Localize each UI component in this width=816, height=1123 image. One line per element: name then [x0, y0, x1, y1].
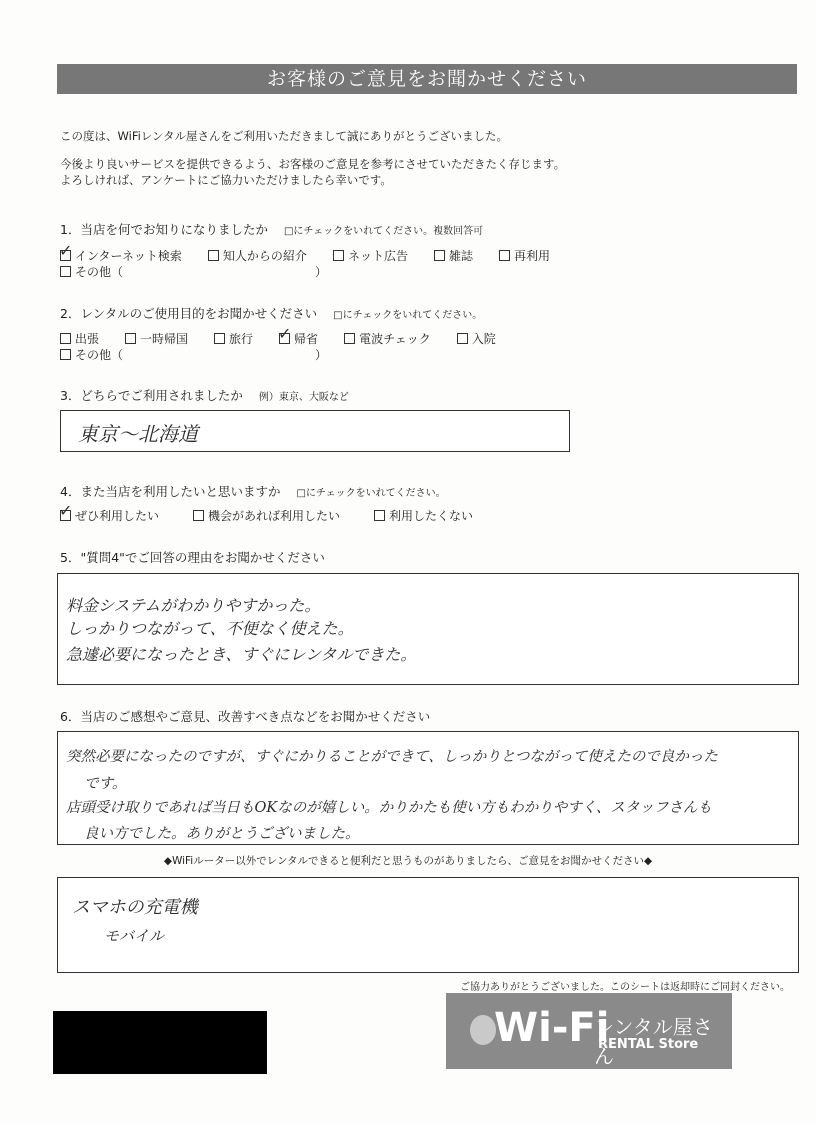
question-1-option[interactable] — [59, 241, 182, 264]
question-6-heading: 6．当店のご感想やご意見、改善すべき点などをお聞かせください — [60, 709, 431, 724]
intro-line-3: よろしければ、アンケートにご協力いただけましたら幸いです。 — [60, 173, 392, 187]
mascot-icon — [470, 1015, 496, 1045]
checkbox[interactable] — [499, 250, 510, 261]
checkbox[interactable] — [214, 333, 225, 344]
question-4-option-label: 機会があれば利用したい — [208, 509, 341, 523]
question-2-option[interactable] — [278, 324, 319, 347]
question-7-answer-line-1: スマホの充電機 — [72, 897, 198, 918]
checked-checkbox[interactable] — [59, 241, 73, 261]
question-1-other-label: その他（ ） — [75, 265, 328, 279]
question-2-option[interactable] — [457, 330, 496, 347]
question-2-options — [60, 324, 496, 347]
checkbox[interactable] — [457, 333, 468, 344]
checkbox[interactable] — [344, 333, 355, 344]
question-2-other-label: その他（ ） — [75, 348, 328, 362]
checkbox[interactable] — [60, 266, 71, 277]
question-1-option[interactable] — [208, 247, 307, 264]
question-6-answer-line-4: 良い方でした。ありがとうございました。 — [84, 826, 360, 842]
question-4-note: □にチェックをいれてください。 — [296, 488, 446, 499]
question-2-other-option[interactable] — [60, 346, 327, 363]
checkbox[interactable] — [374, 510, 385, 521]
question-6-answer-line-2: です。 — [84, 776, 127, 792]
intro-line-2: 今後より良いサービスを提供できるよう、お客様のご意見を参考にさせていただきたく存じます。 — [60, 157, 566, 171]
question-1-option[interactable] — [499, 247, 550, 264]
logo-en-text: RENTAL Store — [598, 1037, 699, 1052]
question-1-other-option[interactable] — [60, 263, 327, 280]
question-2-option[interactable] — [344, 330, 431, 347]
question-5-answer-line-1: 料金システムがわかりやすかった。 — [66, 596, 321, 615]
question-3-note: 例）東京、大阪など — [258, 392, 349, 403]
redacted-block — [53, 1011, 267, 1074]
question-2-title: 2．レンタルのご使用目的をお聞かせください — [60, 306, 318, 321]
logo-jp-text: レンタル屋さん — [594, 1015, 713, 1068]
question-7-answer-box[interactable] — [57, 877, 799, 973]
question-2-option-label: 旅行 — [229, 332, 254, 346]
checkbox[interactable] — [125, 333, 136, 344]
question-1-option-label: 再利用 — [513, 249, 550, 263]
checked-checkbox[interactable] — [59, 501, 73, 521]
question-2-option[interactable] — [214, 330, 253, 347]
question-6-answer-line-3: 店頭受け取りであれば当日もOKなのが嬉しい。かりかたも使い方もわかりやすく、スタッフさんも — [66, 800, 712, 816]
question-4-option[interactable] — [374, 507, 473, 524]
question-2-option-label: 一時帰国 — [140, 332, 189, 346]
checkbox[interactable] — [60, 349, 71, 360]
question-2-option[interactable] — [125, 330, 188, 347]
check-mark-icon: ✓ — [59, 501, 73, 520]
question-3-heading — [60, 386, 349, 404]
question-1-options — [59, 241, 550, 264]
question-7-heading: ◆WiFiルーター以外でレンタルできると便利だと思うものがありましたら、ご意見をお聞かせください◆ — [163, 855, 653, 867]
question-4-option[interactable] — [59, 501, 160, 524]
question-4-option-label: 利用したくない — [389, 509, 474, 523]
question-7-answer-line-2: モバイル — [104, 927, 165, 945]
question-4-title: 4．また当店を利用したいと思いますか — [60, 484, 281, 499]
checkbox[interactable] — [193, 510, 204, 521]
question-1-option-label: 雑誌 — [448, 249, 473, 263]
question-3-answer: 東京～北海道 — [78, 422, 198, 446]
question-1-title: 1．当店を何でお知りになりましたか — [60, 222, 268, 237]
intro-line-1: この度は、WiFiレンタル屋さんをご利用いただきまして誠にありがとうございました。 — [60, 129, 509, 143]
question-4-option-label: ぜひ利用したい — [75, 509, 160, 523]
checked-checkbox[interactable] — [278, 324, 292, 344]
question-4-heading — [60, 482, 446, 500]
question-2-note: □にチェックをいれてください。 — [333, 310, 483, 321]
question-2-other-row — [60, 346, 327, 363]
check-mark-icon: ✓ — [278, 324, 292, 343]
question-1-heading — [60, 220, 483, 238]
question-1-option[interactable] — [434, 247, 473, 264]
question-2-option-label: 出張 — [75, 332, 100, 346]
logo-wifi-text: Wi-Fi — [494, 1005, 610, 1051]
checkbox[interactable] — [333, 250, 344, 261]
question-1-option-label: 知人からの紹介 — [222, 249, 307, 263]
thanks-note: ご協力ありがとうございました。このシートは返却時にご同封ください。 — [460, 982, 790, 993]
page-title: お客様のご意見をお聞かせください — [57, 64, 797, 94]
checkbox[interactable] — [208, 250, 219, 261]
question-1-option-label: インターネット検索 — [75, 249, 182, 263]
question-4-options — [59, 501, 474, 524]
question-3-title: 3．どちらでご利用されましたか — [60, 388, 243, 403]
check-mark-icon: ✓ — [59, 241, 73, 260]
brand-logo — [446, 993, 732, 1069]
question-6-answer-line-1: 突然必要になったのですが、すぐにかりることができて、しっかりとつながって使えたので良かった — [66, 749, 718, 765]
question-1-option-label: ネット広告 — [347, 249, 408, 263]
question-2-option-label: 帰省 — [294, 332, 319, 346]
question-2-option-label: 電波チェック — [359, 332, 431, 346]
question-4-option[interactable] — [193, 507, 340, 524]
question-5-answer-line-3: 急遽必要になったとき、すぐにレンタルできた。 — [66, 645, 417, 664]
question-2-heading — [60, 304, 482, 322]
question-5-answer-line-2: しっかりつながって、不便なく使えた。 — [66, 619, 354, 638]
question-5-heading: 5．"質問4"でご回答の理由をお聞かせください — [60, 550, 325, 565]
checkbox[interactable] — [60, 333, 71, 344]
checkbox[interactable] — [434, 250, 445, 261]
question-1-other-row — [60, 263, 327, 280]
question-1-option[interactable] — [333, 247, 408, 264]
question-1-note: □にチェックをいれてください。複数回答可 — [283, 226, 484, 237]
question-2-option-label: 入院 — [471, 332, 496, 346]
question-2-option[interactable] — [60, 330, 99, 347]
